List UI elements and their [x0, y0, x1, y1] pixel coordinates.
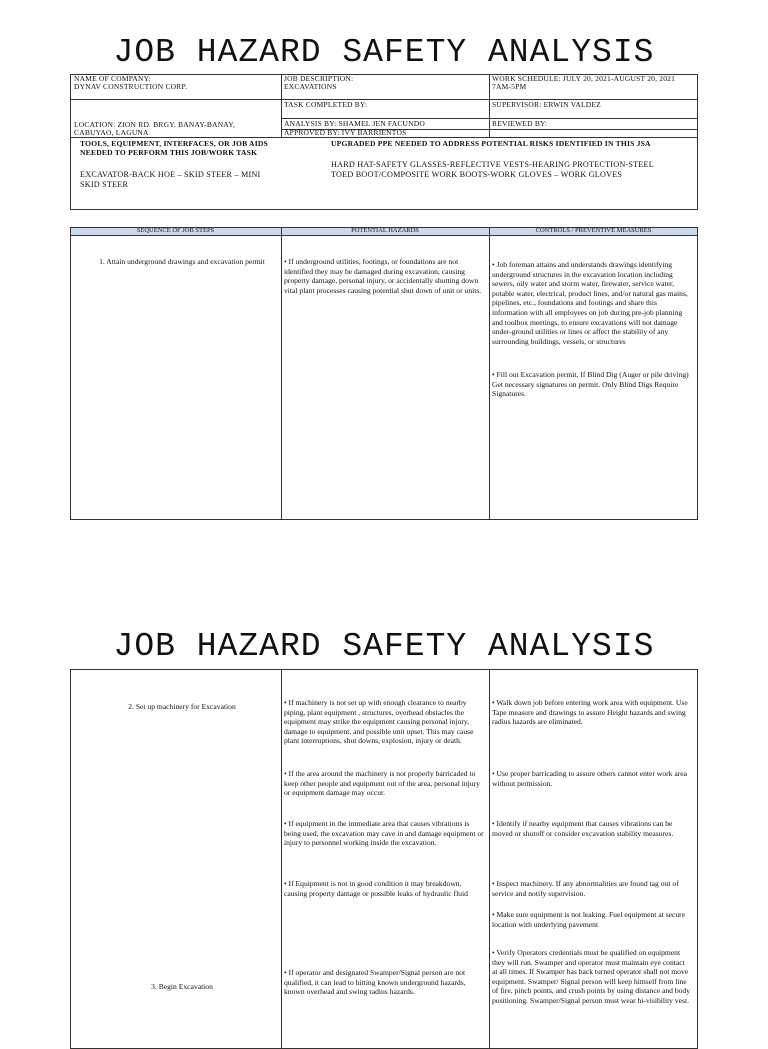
- hazard-2b: • If the area around the machinery is not properly barricaded to keep other people and equipment out of the area, personal injury or equipment damage may occur.: [284, 769, 480, 798]
- hazard-3a: • If operator and designated Swamper/Signal person are not qualified, it can lead to hitting known underground hazards, known overhead and swing radius hazards.: [284, 968, 466, 997]
- hazards-header: POTENTIAL HAZARDS: [351, 227, 419, 234]
- reviewed-by: REVIEWED BY:: [492, 119, 548, 128]
- approved-by: APPROVED BY: IVY BARRIENTOS: [284, 128, 407, 137]
- divider: [70, 137, 698, 138]
- control-1a: • Job foreman attains and understands drawings identifying underground structures in the excavation location including sewers, oily water and storm water, firewater, service water, potable water, electrical, product lines, and/or natural gas mains, pipelines, etc., foundations and footings and share this information with all employees on job during pre-job planning and toolbox meetings, to ensure excavations will not damage under-ground utilities or lines or affect the stability of any surrounding buildings, vessels, or structures: [492, 260, 688, 346]
- divider: [489, 74, 490, 137]
- job-description-value: EXCAVATIONS: [284, 82, 337, 91]
- ppe-label: UPGRADED PPE NEEDED TO ADDRESS POTENTIAL RISKS IDENTIFIED IN THIS JSA: [331, 139, 651, 148]
- company-label: NAME OF COMPANY:: [74, 74, 151, 83]
- task-completed-by: TASK COMPLETED BY:: [284, 100, 368, 109]
- hazard-2c: • If equipment in the immediate area that causes vibrations is being used, the excavation may cave in and damage equipment or injury to personnel working inside the excavation.: [284, 819, 484, 848]
- control-2e: • Make sure equipment is not leaking. Fuel equipment at secure location with underlying pavement: [492, 910, 686, 929]
- sequence-header: SEQUENCE OF JOB STEPS: [136, 227, 215, 234]
- tools-label: TOOLS, EQUIPMENT, INTERFACES, OR JOB AIDS NEEDED TO PERFORM THIS JOB/WORK TASK: [80, 139, 268, 157]
- tools-value: EXCAVATOR-BACK HOE – SKID STEER – MINI SKID STEER: [80, 170, 261, 189]
- divider: [489, 227, 490, 520]
- hazard-2d: • If Equipment is not in good condition it may breakdown, causing property damage or possible leaks of hydraulic fluid: [284, 879, 468, 898]
- divider: [281, 227, 282, 520]
- step-3: 3. Begin Excavation: [151, 982, 213, 991]
- work-schedule: WORK SCHEDULE: JULY 20, 2021-AUGUST 20, 2021: [492, 74, 676, 83]
- location: LOCATION: ZION RD. BRGY. BANAY-BANAY, CABUYAO, LAGUNA: [74, 120, 235, 137]
- page-title-2: JOB HAZARD SAFETY ANALYSIS: [113, 628, 655, 665]
- control-2a: • Walk down job before entering work area with equipment. Use Tape measure and drawings to assure Height hazards and swing radius hazards are eliminated.: [492, 698, 688, 727]
- page-title: JOB HAZARD SAFETY ANALYSIS: [113, 34, 655, 71]
- analysis-by: ANALYSIS BY: SHAMEL JEN FACUNDO: [284, 119, 426, 128]
- work-hours: 7AM-5PM: [492, 82, 527, 91]
- divider: [281, 669, 282, 1049]
- control-3a: • Verify Operators credentials must be qualified on equipment they will run. Swamper and operator must maintain eye contact at all times. If Swamper has back turned operator shall not move equipment. Swamper/ Signal person will keep himself from line of fire, pinch points, and crush points by using distance and body positioning. Swamper/Signal person must wear hi-visibility vest.: [492, 948, 691, 1005]
- control-2b: • Use proper barricading to assure others cannot enter work area without permission.: [492, 769, 687, 788]
- divider: [281, 74, 282, 137]
- ppe-value: HARD HAT-SAFETY GLASSES-REFLECTIVE VESTS-HEARING PROTECTION-STEEL TOED BOOT/COMPOSITE WORK BOOTS-WORK GLOVES – WORK GLOVES: [331, 160, 654, 179]
- control-2d: • Inspect machinery. If any abnormalities are found tag out of service and notify supervision.: [492, 879, 679, 898]
- control-1b: • Fill out Excavation permit, If Blind Dig (Auger or pile driving) Get necessary signatures on permit. Only Blind Digs Require Signatures.: [492, 370, 689, 399]
- control-2c: • Identify if nearby equipment that causes vibrations can be moved or shutoff or consider excavation stability measures.: [492, 819, 674, 838]
- supervisor: SUPERVISOR: ERWIN VALDEZ: [492, 100, 601, 109]
- company-value: DYNAV CONSTRUCTION CORP.: [74, 82, 188, 91]
- divider: [70, 99, 698, 100]
- hazard-2a: • If machinery is not set up with enough clearance to nearby piping, plant equipment , structures, overhead obstacles the equipment may strike the equipment causing personal injury, damage to equipment, and possible unit upset. This may cause plant interruptions, shut downs, explosion, injury or death.: [284, 698, 474, 746]
- step-2: 2. Set up machinery for Excavation: [128, 702, 236, 711]
- step-1: 1. Attain underground drawings and excavation permit: [99, 257, 265, 266]
- hazard-1: • If underground utilities, footings, or foundations are not identified they may be damaged during excavation, causing property damage, personal injury, or accidentally shutting down vital plant processes causing potential shut down of unit or units.: [284, 257, 482, 295]
- job-description-label: JOB DESCRIPTION:: [284, 74, 354, 83]
- controls-header: CONTROLS / PREVENTIVE MEASURES: [535, 227, 652, 234]
- divider: [489, 669, 490, 1049]
